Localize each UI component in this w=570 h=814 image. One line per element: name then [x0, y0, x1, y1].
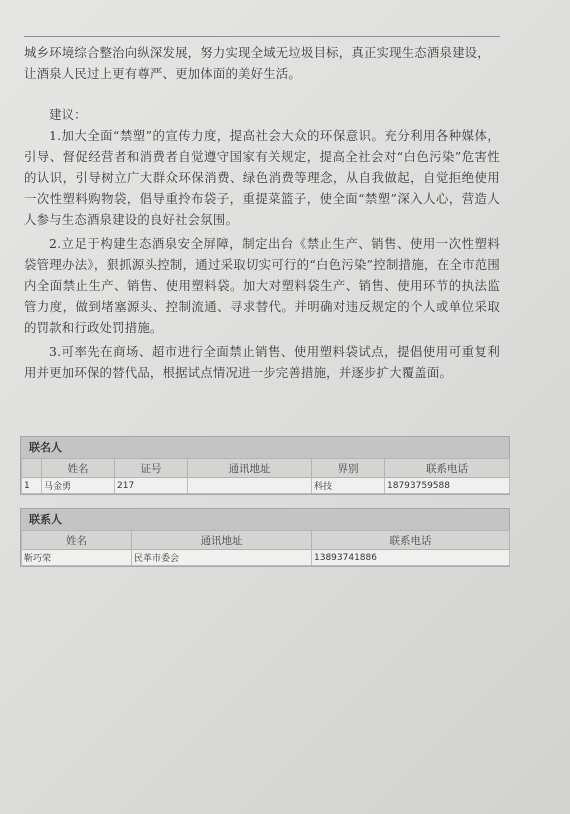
- header-phone: 联系电话: [312, 531, 510, 550]
- header-index: [22, 459, 42, 478]
- contact-table-title: 联系人: [21, 509, 509, 530]
- header-name: 姓名: [22, 531, 132, 550]
- cosigner-table: [20, 436, 510, 495]
- suggestion-1: 1.加大全面“禁塑”的宣传力度，提高社会大众的环保意识。充分利用各种媒体，引导、督促经营者和消费者自觉遵守国家有关规定，提高全社会对“白色污染”危害性的认识，引导树立广大群众环保消费、绿色消费等理念，从自我做起，自觉拒绝使用一次性塑料购物袋，倡导重拎布袋子，重提菜篮子，使全面“禁塑”深入人心，营造人人参与生态酒泉建设的良好社会氛围。: [24, 128, 500, 227]
- header-address: 通讯地址: [132, 531, 312, 550]
- header-id: 证号: [115, 459, 188, 478]
- suggestion-heading: 建议：: [49, 107, 87, 122]
- suggestion-2: 2.立足于构建生态酒泉安全屏障，制定出台《禁止生产、销售、使用一次性塑料袋管理办法》，狠抓源头控制，通过采取切实可行的“白色污染”控制措施，在全市范围内全面禁止生产、销售、使用塑料袋。加大对塑料袋生产、销售、使用环节的执法监管力度，做到堵塞源头、控制流通、寻求替代。并明确对违反规定的个人或单位采取的罚款和行政处罚措施。: [24, 236, 500, 335]
- cell-phone: 13893741886: [312, 550, 510, 566]
- header-phone: 联系电话: [385, 459, 510, 478]
- contact-grid: [21, 530, 510, 566]
- header-sector: 界别: [312, 459, 385, 478]
- intro-text: [24, 42, 500, 84]
- intro-line-1: 城乡环境综合整治向纵深发展，努力实现全域无垃圾目标，真正实现生态酒泉建设，: [24, 45, 490, 60]
- intro-line-2: 让酒泉人民过上更有尊严、更加体面的美好生活。: [24, 66, 301, 81]
- header-address: 通讯地址: [188, 459, 312, 478]
- cell-phone: 18793759588: [385, 478, 510, 494]
- suggestions: [24, 104, 500, 383]
- contact-header-row: [22, 531, 510, 550]
- suggestion-3: 3.可率先在商场、超市进行全面禁止销售、使用塑料袋试点，提倡使用可重复利用并更加环保的替代品，根据试点情况进一步完善措施，并逐步扩大覆盖面。: [24, 344, 500, 380]
- cell-index: 1: [22, 478, 42, 494]
- header-rule: [24, 36, 500, 37]
- cell-name: 马金勇: [42, 478, 115, 494]
- contact-person-table: [20, 508, 510, 567]
- cosigner-grid: [21, 458, 510, 494]
- cosigner-header-row: [22, 459, 510, 478]
- cell-sector: 科技: [312, 478, 385, 494]
- header-name: 姓名: [42, 459, 115, 478]
- cosigner-table-title: 联名人: [21, 437, 509, 458]
- table-row: [22, 550, 510, 566]
- cell-id: 217: [115, 478, 188, 494]
- cell-address: [188, 478, 312, 494]
- cell-address: 民革市委会: [132, 550, 312, 566]
- table-row: [22, 478, 510, 494]
- cell-name: 靳巧荣: [22, 550, 132, 566]
